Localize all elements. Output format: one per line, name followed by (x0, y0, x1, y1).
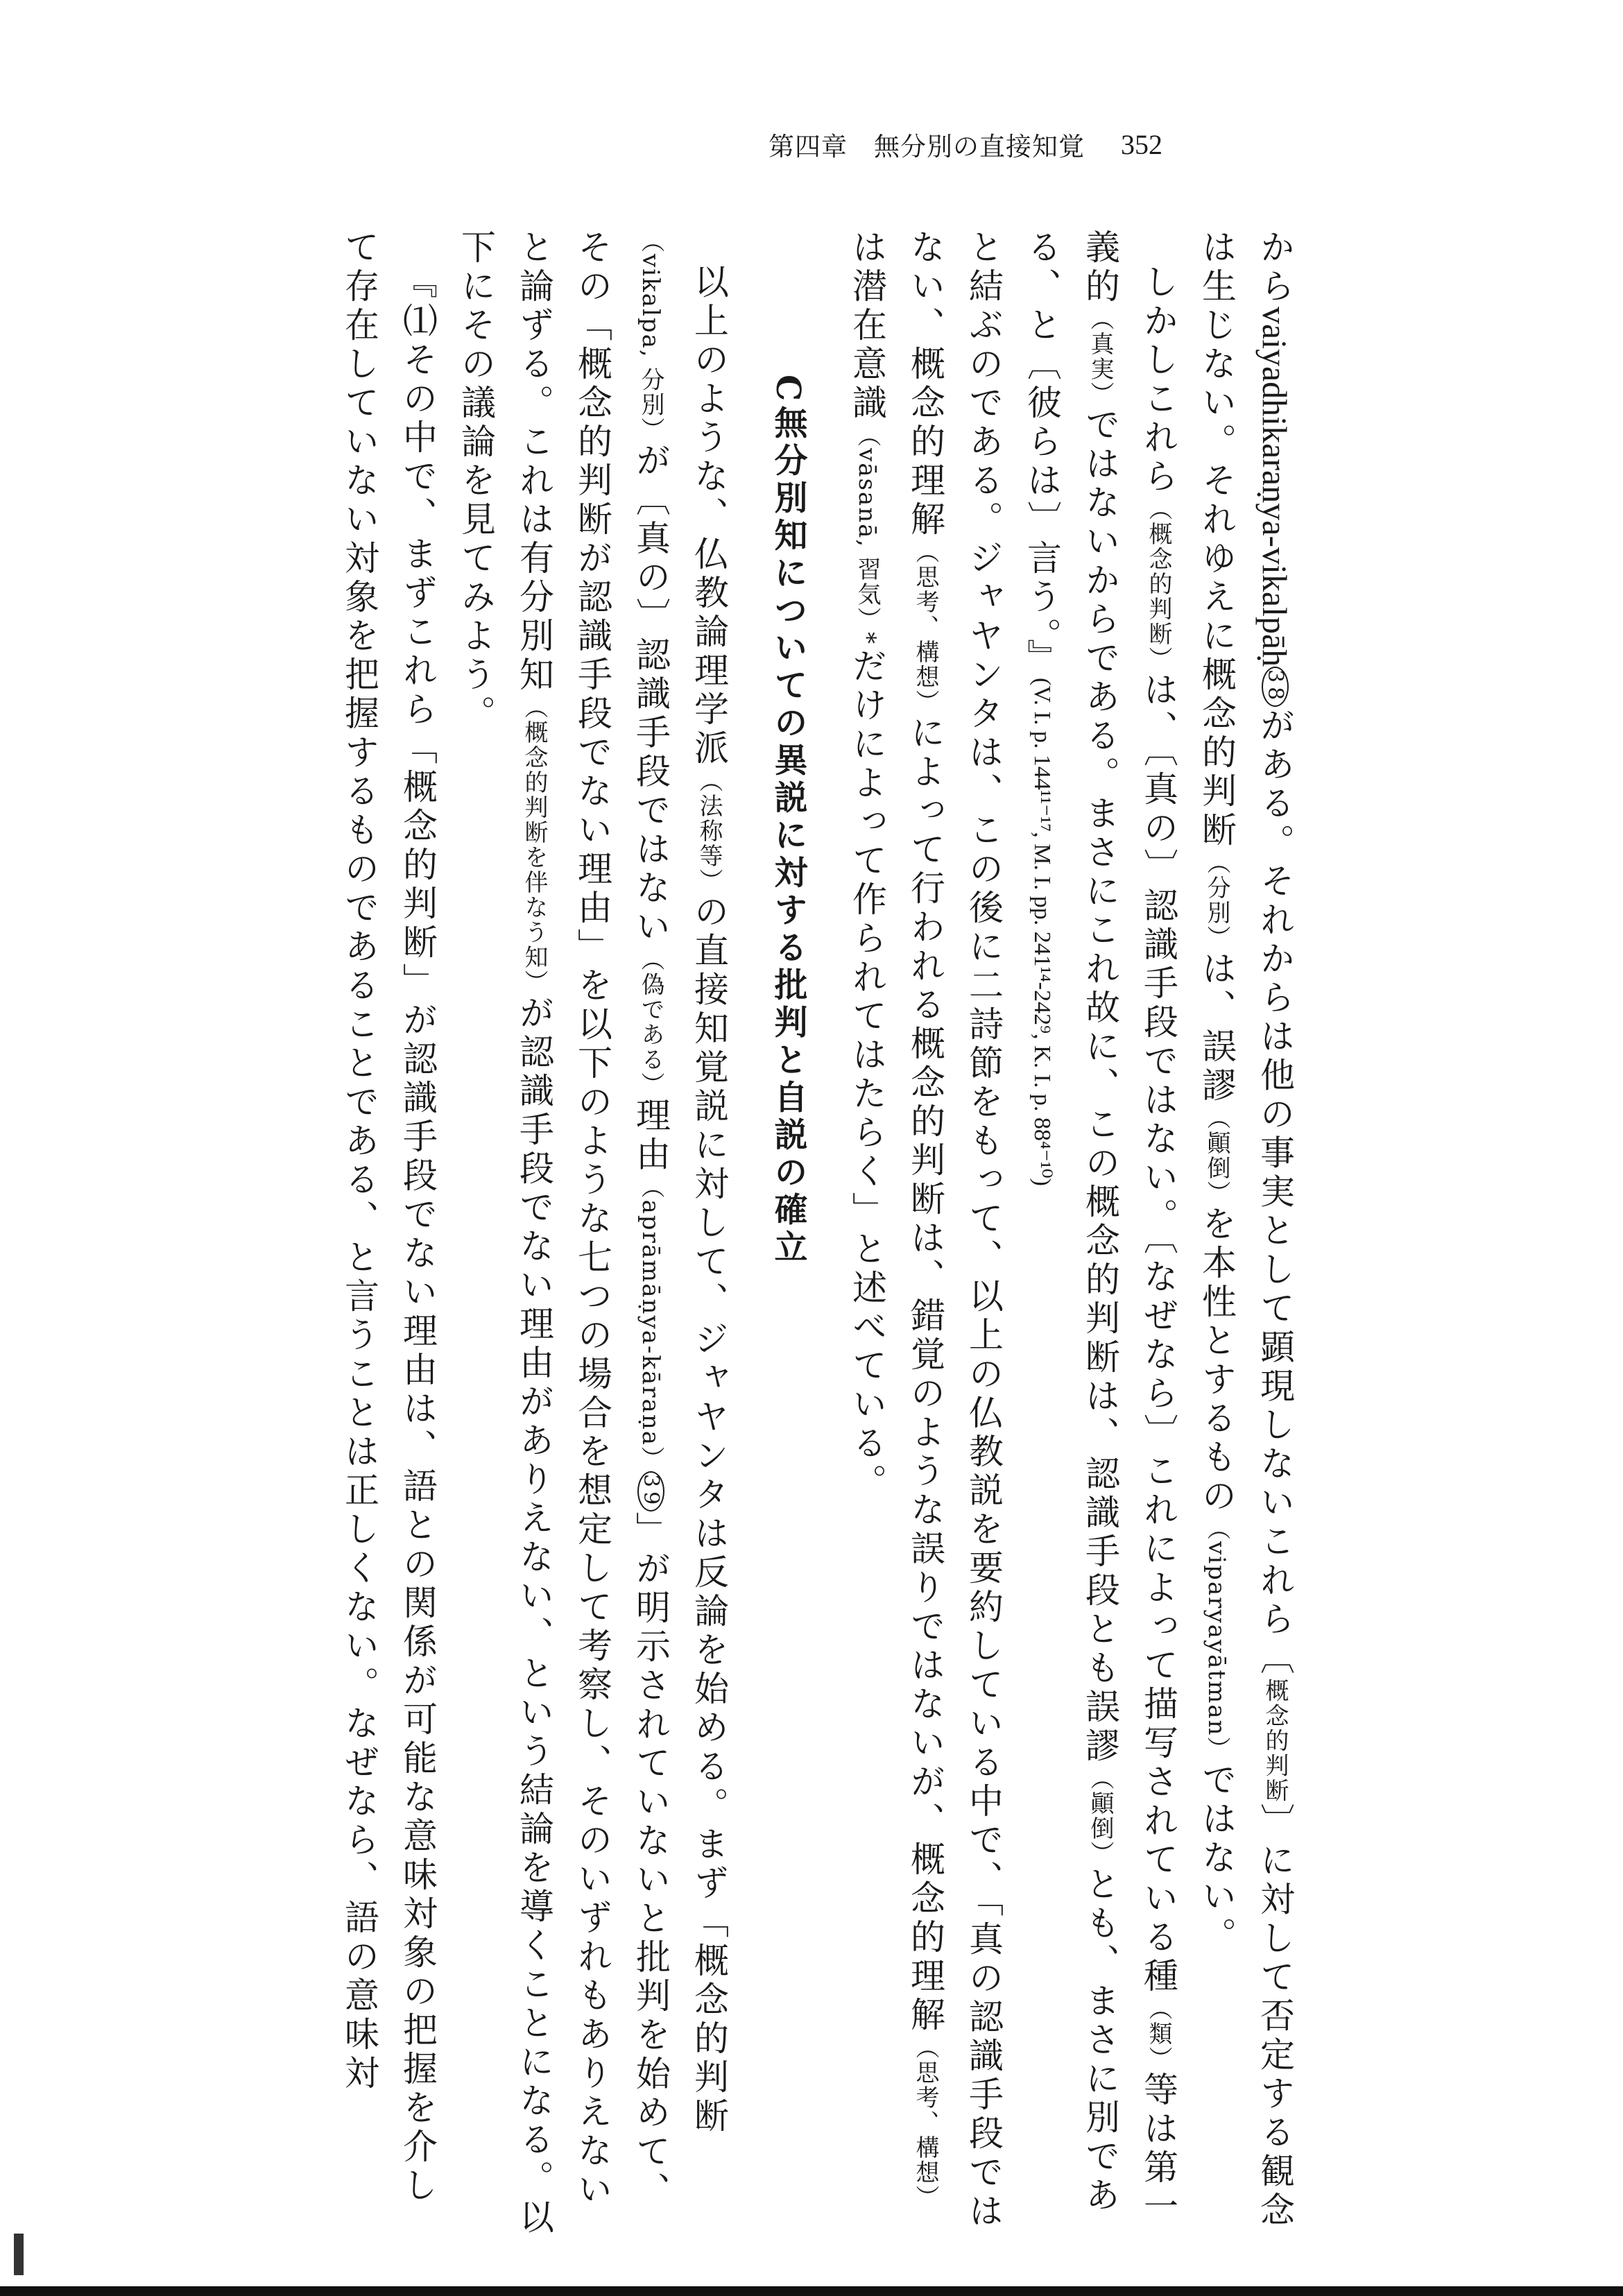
text-run: と結ぶのである。ジャヤンタは、この後に二詩節をもって、以上の仏教説を要約している中で、「真の認識手段ではない、概念的理解 (905, 229, 1004, 2231)
footnote-ref: 38 (1262, 667, 1289, 707)
text-run: だけによって作られてはたらく」と述べている。 (847, 647, 887, 1502)
inline-note: （思考、構想） (911, 540, 939, 714)
footnote-ref: 39 (637, 1471, 664, 1511)
page-number: 352 (1121, 128, 1162, 160)
text-run: が〔真の〕認識手段ではない (630, 442, 671, 948)
text-run: ではない。 (1196, 1761, 1237, 1956)
inline-note: （顚倒） (1086, 1766, 1114, 1866)
paragraph-5 (330, 229, 447, 2241)
text-run: 」が明示されていないと批判を始めて、その「概念的判断が認識手段でない理由」を以下のような七つの場合を想定して考察し、そのいずれもありえないと論ずる。これは有分別知 (514, 229, 671, 2211)
text-run: によって行われる概念的判断は、錯覚のような誤りではないが、概念的理解 (905, 714, 945, 2035)
inline-note: （類） (1144, 1996, 1172, 2071)
inline-note: （思考、構想） (911, 2035, 939, 2210)
inline-note: （法称等） (695, 769, 723, 893)
text-run: 『⑴その中で、まずこれら「概念的判断」が認識手段でない理由は、語との関係が可能な意味対象の把握を介して存在していない対象を把握するものであることである、と言うことは正しくない。なぜなら、語の意味対 (339, 229, 438, 2206)
inline-note: （分別） (1203, 850, 1230, 950)
text-run: 理由 (630, 1097, 671, 1175)
inline-note: （顚倒） (1203, 1106, 1230, 1206)
text-run: 以上のような、仏教論理学派 (689, 264, 729, 769)
text-run: がある。それからは他の事実として顕現しないこれら〔 (1255, 707, 1295, 1679)
section-letter: C (768, 375, 807, 406)
inline-note: （真実） (1086, 307, 1114, 406)
inline-note: （概念的判断を伴なう知） (520, 695, 548, 995)
text-run: は、〔真の〕認識手段ではない。〔なぜなら〕これによって描写されている種 (1138, 671, 1178, 1996)
section-title: 無分別知についての異説に対する批判と自説の確立 (768, 405, 807, 1267)
text-run: ではないからである。まさにこれ故に、この概念的判断は、認識手段とも誤謬 (1080, 406, 1120, 1766)
scan-artifact (14, 2234, 24, 2275)
running-head-chapter: 第四章 無分別の直接知覚 (768, 132, 1085, 162)
paragraph-1 (1187, 229, 1304, 2241)
inline-note: （viparyayātman） (1203, 1516, 1230, 1762)
paragraph-4 (447, 229, 738, 2241)
asterisk-mark: * (853, 631, 881, 648)
text-run: とも、まさに別である、と〔彼らは〕言う。』 (1022, 229, 1120, 2216)
text-run: を本性とするもの (1196, 1206, 1237, 1516)
inline-note: （概念的判断） (1144, 497, 1172, 671)
paragraph-3 (838, 229, 1013, 2241)
inline-note: （vāsanā, 習気） (853, 423, 881, 632)
text-run: が認識手段でない理由がありえない、という結論を導くことになる。以下にその議論を見てみよう。 (456, 229, 554, 2238)
text-run: 〕に対して否定する観念は生じない。それゆえに概念的判断 (1196, 229, 1295, 2231)
inline-note: （aprāmāṇya-kāraṇa） (637, 1174, 664, 1471)
paragraph-2 (1013, 229, 1187, 2241)
text-run: は潜在意識 (847, 229, 887, 423)
inline-note: 概念的判断 (1261, 1678, 1289, 1804)
citation: (V. I. p. 144¹¹⁻¹⁷, M. I. pp. 241¹⁴-242⁹, K. I. p. 88⁴⁻¹⁰) (1029, 678, 1055, 1186)
inline-note: （vikalpa, 分別） (637, 229, 664, 443)
main-text (208, 229, 1304, 2241)
text-run: は、誤謬 (1196, 950, 1237, 1106)
scan-bottom-edge (0, 2286, 1623, 2296)
page-header (768, 123, 1199, 165)
text-run: から (1255, 229, 1295, 307)
section-heading (738, 229, 838, 2241)
text-run: しかしこれら (1138, 264, 1178, 497)
text-run: 等は第一義的 (1080, 229, 1178, 2227)
sanskrit-term: vaiyadhikaraṇya-vikalpāḥ (1255, 307, 1294, 667)
text-run: の直接知覚説に対して、ジャヤンタは反論を始める。まず「概念的判断 (689, 893, 729, 2136)
inline-note: （偽である） (637, 947, 664, 1097)
